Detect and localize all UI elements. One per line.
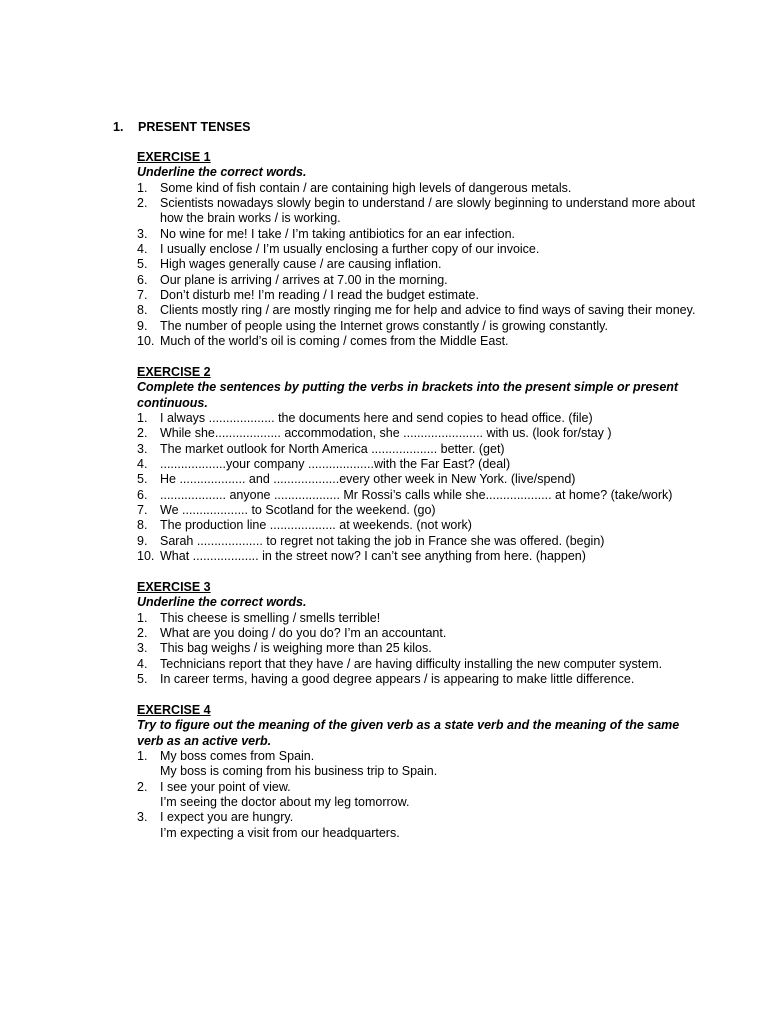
- item-text-line: ................... anyone ................... Mr Rossi’s calls while she................... at home? (take/work): [160, 487, 673, 502]
- item-number: 1.: [137, 610, 148, 625]
- item-text: [160, 488, 697, 503]
- item-text: [160, 242, 697, 257]
- item-text: [160, 288, 697, 303]
- item-number: 1.: [137, 411, 148, 426]
- item-text: [160, 411, 697, 426]
- item-number: 2.: [137, 196, 148, 211]
- item-text-line: No wine for me! I take / I’m taking antibiotics for an ear infection.: [160, 226, 516, 241]
- item-number: 2.: [137, 626, 148, 641]
- item-text: [160, 426, 697, 441]
- item-text-line: Our plane is arriving / arrives at 7.00 in the morning.: [160, 272, 448, 287]
- item-number: 6.: [137, 272, 148, 287]
- item-number: 7.: [137, 503, 148, 518]
- item-text-line: We ................... to Scotland for the weekend. (go): [160, 503, 436, 518]
- exercise-item: [137, 196, 697, 227]
- item-text: [160, 503, 697, 518]
- exercise-item: [137, 303, 697, 318]
- exercise-item: [137, 273, 697, 288]
- item-text-line: The market outlook for North America ................... better. (get): [160, 441, 505, 456]
- exercise-item: [137, 641, 697, 656]
- item-text-line: I’m expecting a visit from our headquarters.: [160, 825, 400, 840]
- exercise-item: [137, 518, 697, 533]
- item-text-line: He ................... and ...................every other week in New York. (live/spend): [160, 472, 576, 487]
- section-number: 1.: [113, 120, 124, 134]
- item-text-line: I usually enclose / I’m usually enclosing a further copy of our invoice.: [160, 242, 540, 257]
- item-text: [160, 442, 697, 457]
- item-number: 9.: [137, 533, 148, 548]
- item-text-line: This bag weighs / is weighing more than 25 kilos.: [160, 641, 432, 656]
- item-text: [160, 196, 697, 227]
- item-text: [160, 549, 697, 564]
- exercise-item: [137, 457, 697, 472]
- item-text: [160, 227, 697, 242]
- exercise-item: [137, 257, 697, 272]
- item-text-line: I expect you are hungry.: [160, 810, 294, 825]
- exercise-item: [137, 227, 697, 242]
- item-text: [160, 472, 697, 487]
- exercise-items: [137, 749, 697, 841]
- exercise-item: [137, 549, 697, 564]
- item-text-line: Clients mostly ring / are mostly ringing me for help and advice to find ways of saving their money.: [160, 303, 696, 318]
- exercise-item: [137, 411, 697, 426]
- exercise-instruction: Try to figure out the meaning of the given verb as a state verb and the meaning of the same verb as an active verb.: [137, 718, 680, 748]
- item-number: 4.: [137, 242, 148, 257]
- item-number: 3.: [137, 226, 148, 241]
- item-text-line: High wages generally cause / are causing inflation.: [160, 257, 442, 272]
- item-text: [160, 457, 697, 472]
- item-text: [160, 319, 697, 334]
- exercise-1: [137, 150, 697, 349]
- item-text: [160, 273, 697, 288]
- exercise-items: [137, 411, 697, 564]
- item-text: [160, 611, 697, 626]
- exercise-3: [137, 580, 697, 687]
- item-text: [160, 749, 697, 780]
- item-text-line: Some kind of fish contain / are containing high levels of dangerous metals.: [160, 180, 572, 195]
- exercise-item: [137, 334, 697, 349]
- exercise-item: [137, 181, 697, 196]
- item-text: [160, 534, 697, 549]
- item-number: 3.: [137, 441, 148, 456]
- exercise-items: [137, 611, 697, 688]
- exercise-item: [137, 288, 697, 303]
- item-number: 3.: [137, 810, 148, 825]
- item-text-line: Don’t disturb me! I’m reading / I read the budget estimate.: [160, 288, 479, 303]
- item-text: [160, 657, 697, 672]
- exercise-4: [137, 703, 697, 841]
- item-number: 5.: [137, 257, 148, 272]
- item-number: 1.: [137, 749, 148, 764]
- item-text-line: Technicians report that they have / are having difficulty installing the new computer system.: [160, 656, 663, 671]
- exercise-instruction: Underline the correct words.: [137, 595, 307, 610]
- item-number: 2.: [137, 779, 148, 794]
- item-text: [160, 780, 697, 811]
- exercise-item: [137, 780, 697, 811]
- exercise-item: [137, 319, 697, 334]
- item-number: 8.: [137, 303, 148, 318]
- exercise-item: [137, 442, 697, 457]
- item-text-line: Much of the world’s oil is coming / comes from the Middle East.: [160, 334, 509, 349]
- item-text: [160, 518, 697, 533]
- item-number: 9.: [137, 318, 148, 333]
- section-title: PRESENT TENSES: [138, 120, 251, 134]
- exercise-item: [137, 488, 697, 503]
- exercise-item: [137, 749, 697, 780]
- item-text: [160, 257, 697, 272]
- exercise-instruction: Underline the correct words.: [137, 165, 307, 180]
- item-text: [160, 626, 697, 641]
- item-number: 5.: [137, 472, 148, 487]
- exercise-item: [137, 534, 697, 549]
- item-text: [160, 334, 697, 349]
- exercise-item: [137, 242, 697, 257]
- exercise-2: [137, 365, 697, 564]
- item-text-line: This cheese is smelling / smells terrible!: [160, 610, 381, 625]
- item-text: [160, 303, 697, 318]
- item-text-line: Sarah ................... to regret not taking the job in France she was offered. (begin): [160, 533, 605, 548]
- exercise-instruction: Complete the sentences by putting the verbs in brackets into the present simple or present continuous.: [137, 380, 679, 410]
- item-text-line: Scientists nowadays slowly begin to understand / are slowly beginning to understand more about how the brain works / is working.: [160, 196, 696, 226]
- item-number: 10.: [137, 549, 155, 564]
- exercise-title: EXERCISE 2: [137, 365, 211, 379]
- item-text-line: What ................... in the street now? I can’t see anything from here. (happen): [160, 549, 586, 564]
- item-text: [160, 810, 697, 841]
- item-text: [160, 181, 697, 196]
- item-number: 2.: [137, 426, 148, 441]
- exercise-title: EXERCISE 1: [137, 150, 211, 164]
- item-number: 4.: [137, 457, 148, 472]
- item-text-line: My boss is coming from his business trip to Spain.: [160, 764, 438, 779]
- item-text-line: My boss comes from Spain.: [160, 749, 315, 764]
- item-text-line: The production line ................... at weekends. (not work): [160, 518, 472, 533]
- item-number: 8.: [137, 518, 148, 533]
- item-number: 1.: [137, 180, 148, 195]
- item-text-line: In career terms, having a good degree appears / is appearing to make little difference.: [160, 672, 635, 687]
- item-text: [160, 672, 697, 687]
- exercise-item: [137, 611, 697, 626]
- item-number: 7.: [137, 288, 148, 303]
- exercise-items: [137, 181, 697, 350]
- item-text-line: I’m seeing the doctor about my leg tomorrow.: [160, 795, 410, 810]
- exercise-item: [137, 503, 697, 518]
- item-text-line: ...................your company ...................with the Far East? (deal): [160, 457, 511, 472]
- exercise-item: [137, 426, 697, 441]
- exercise-item: [137, 672, 697, 687]
- item-text: [160, 641, 697, 656]
- exercise-item: [137, 657, 697, 672]
- item-number: 4.: [137, 656, 148, 671]
- exercise-title: EXERCISE 3: [137, 580, 211, 594]
- exercise-item: [137, 626, 697, 641]
- item-number: 6.: [137, 487, 148, 502]
- item-text-line: I see your point of view.: [160, 779, 291, 794]
- item-number: 5.: [137, 672, 148, 687]
- section-heading: [113, 119, 251, 135]
- item-number: 3.: [137, 641, 148, 656]
- item-number: 10.: [137, 334, 155, 349]
- exercise-item: [137, 472, 697, 487]
- exercise-item: [137, 810, 697, 841]
- item-text-line: I always ................... the documents here and send copies to head office. (file): [160, 411, 593, 426]
- item-text-line: The number of people using the Internet grows constantly / is growing constantly.: [160, 318, 608, 333]
- exercise-title: EXERCISE 4: [137, 703, 211, 717]
- item-text-line: What are you doing / do you do? I’m an accountant.: [160, 626, 447, 641]
- item-text-line: While she................... accommodation, she ....................... with us. (look for/stay ): [160, 426, 612, 441]
